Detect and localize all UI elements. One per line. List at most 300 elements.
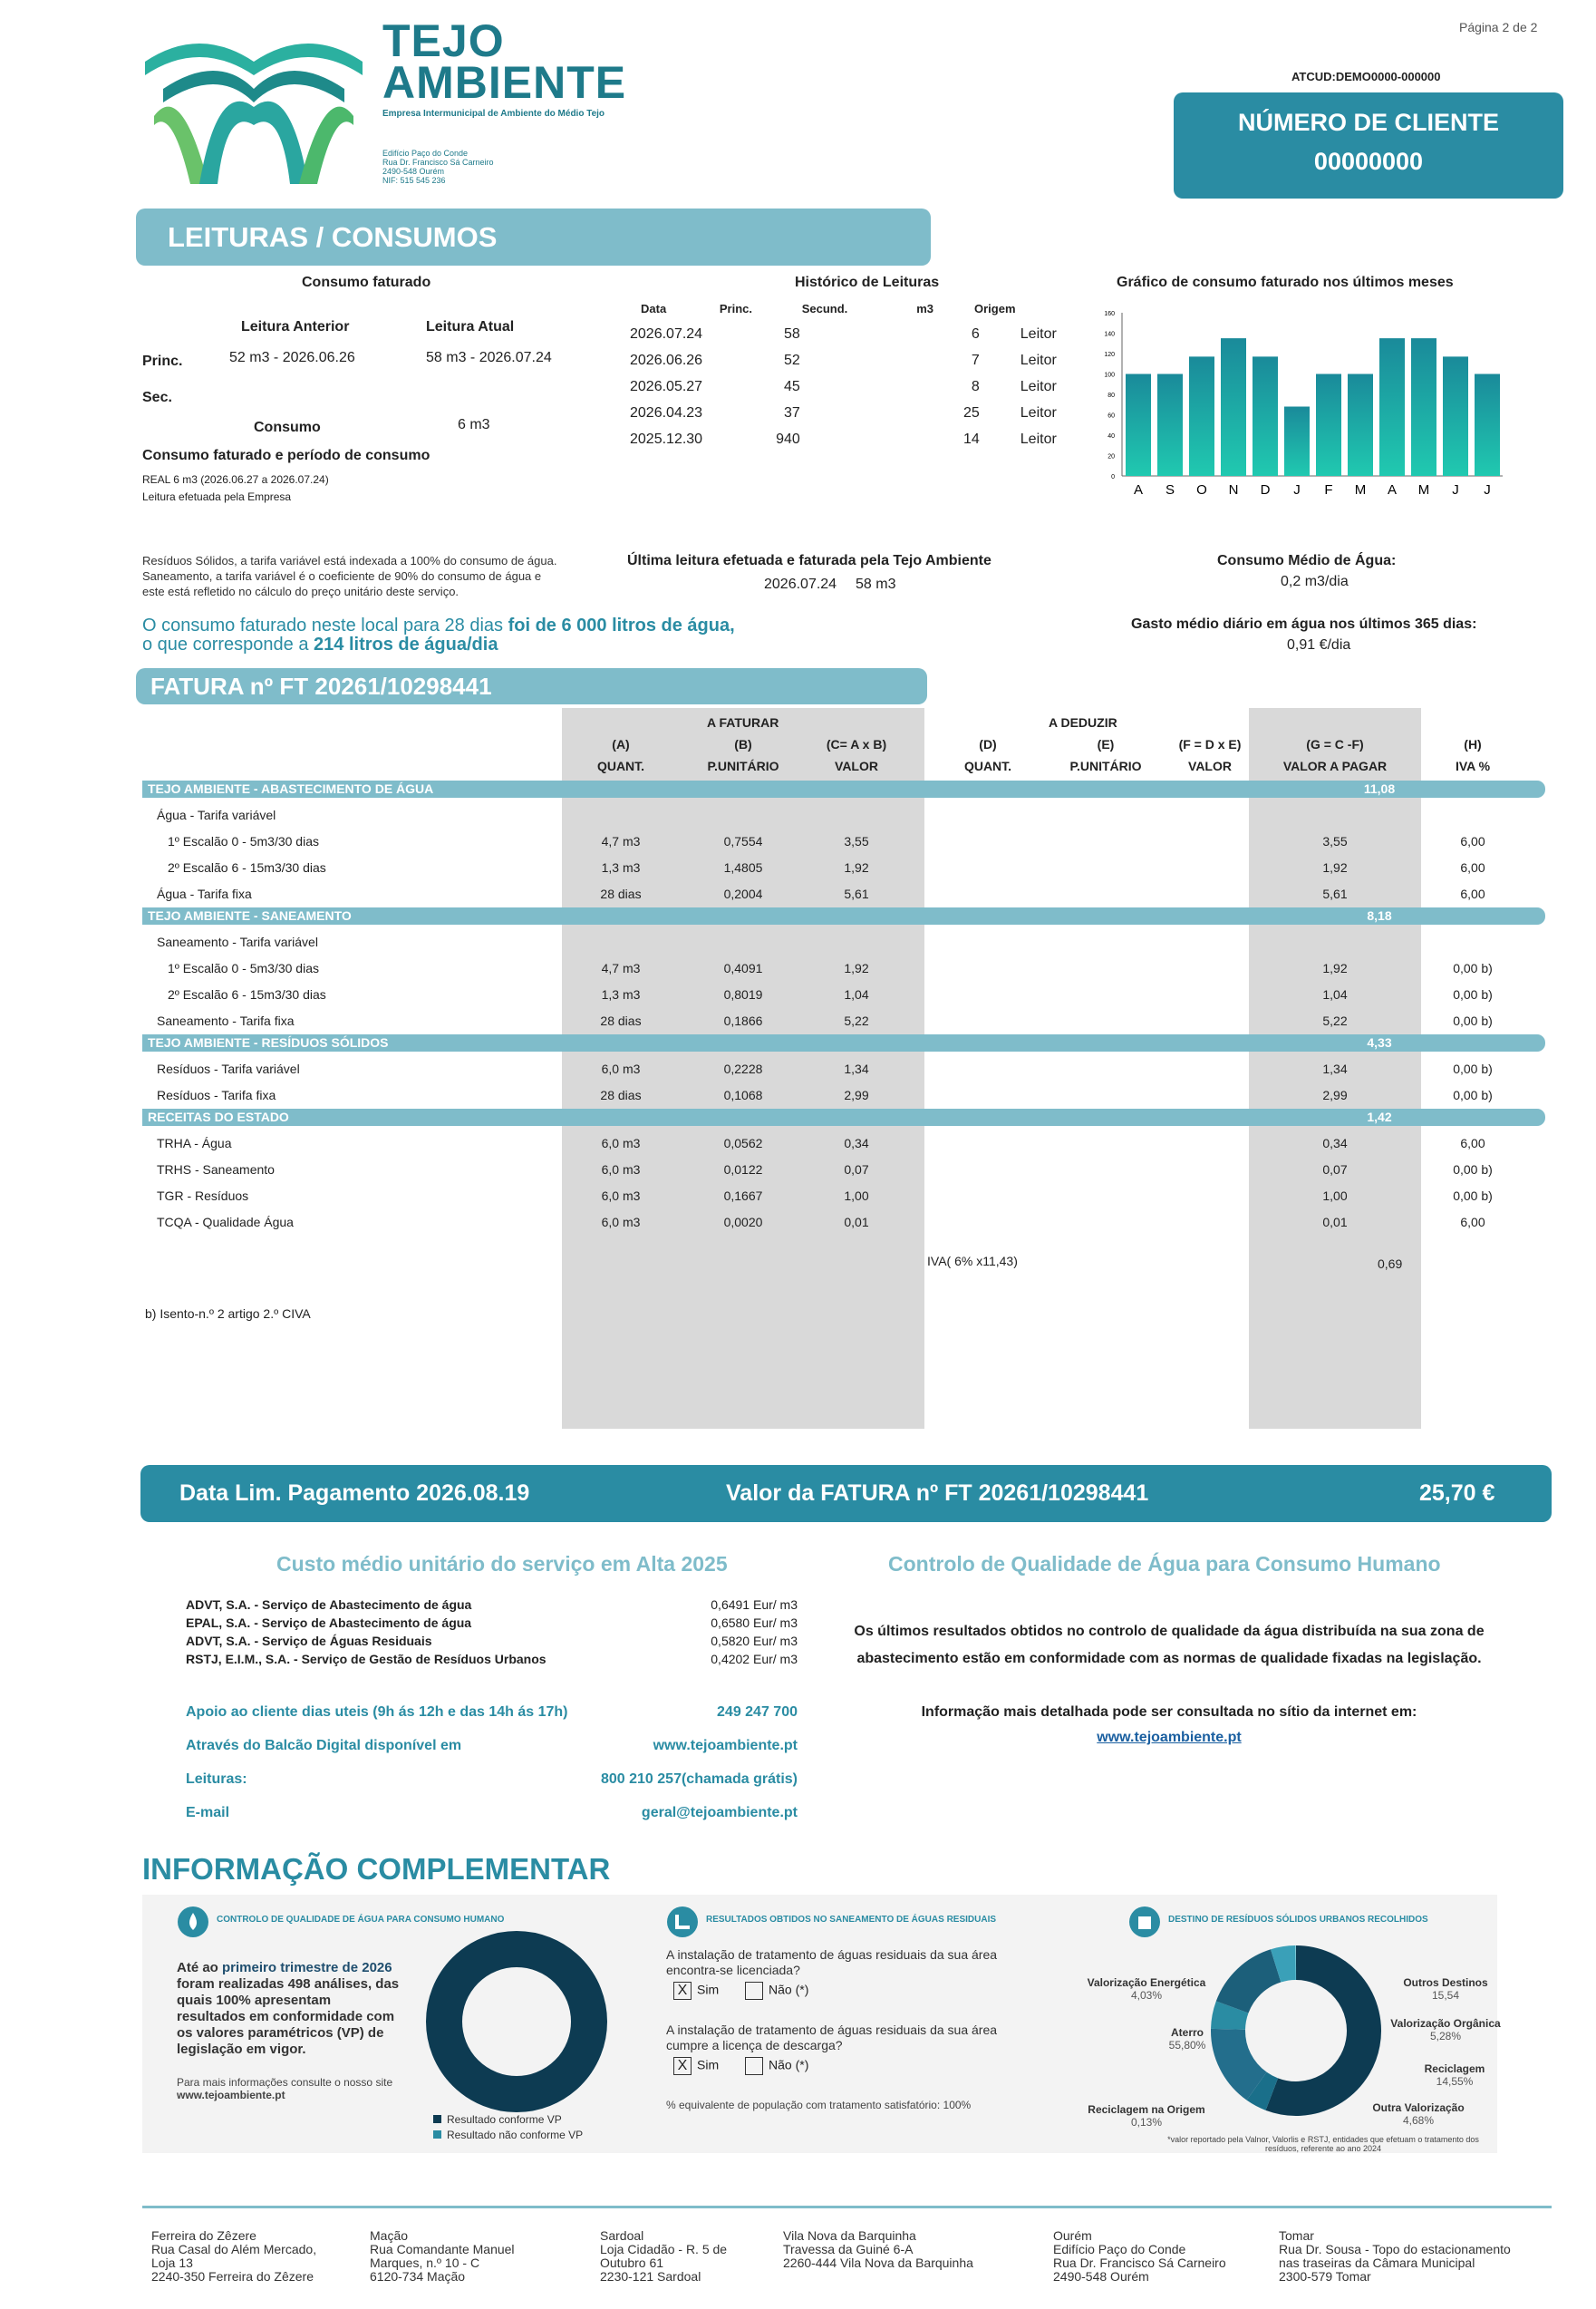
hist-cell: 37 (783, 405, 800, 421)
leitura-atual-label: Leitura Atual (426, 319, 515, 335)
table-cell: 6,00 (1460, 887, 1485, 901)
periodo-note: Leitura efetuada pela Empresa (142, 490, 292, 503)
table-cell: 5,61 (1322, 887, 1348, 901)
hist-row (625, 374, 1079, 400)
custo-value: 0,4202 Eur/ m3 (711, 1652, 798, 1666)
iva-label: IVA( 6% x11,43) (927, 1254, 1018, 1268)
table-cell: 28 dias (600, 1014, 642, 1028)
iva-value: 0,69 (1378, 1256, 1403, 1271)
footer-line: Tomar (1279, 2228, 1314, 2243)
table-cell: 6,0 m3 (601, 1188, 641, 1203)
table-row (0, 1008, 1596, 1034)
table-cell: 28 dias (600, 887, 642, 901)
chart-x-label: N (1228, 482, 1239, 498)
table-cell: 1,92 (1322, 860, 1348, 875)
atcud: ATCUD:DEMO0000-000000 (1291, 70, 1441, 83)
water-quality-panel: CONTROLO DE QUALIDADE DE ÁGUA PARA CONSUMO HUMANO (177, 1906, 630, 1943)
table-row (0, 1056, 1596, 1082)
footer-line: Mação (370, 2228, 409, 2243)
table-cell: 0,0122 (723, 1162, 763, 1177)
email-link[interactable]: geral@tejoambiente.pt (641, 1805, 798, 1820)
chart-bar (1284, 407, 1310, 477)
table-cell: 6,00 (1460, 860, 1485, 875)
custo-value: 0,5820 Eur/ m3 (711, 1634, 798, 1648)
chart-x-label: A (1133, 482, 1144, 498)
table-cell: 0,07 (1322, 1162, 1348, 1177)
table-cell: 4,7 m3 (601, 834, 641, 849)
section-total: 11,08 (1363, 781, 1396, 796)
table-cell: 0,8019 (723, 987, 763, 1002)
chart-bar (1126, 374, 1151, 477)
chart-bar (1379, 338, 1405, 476)
hist-cell: 6 (971, 326, 980, 342)
table-cell: 5,22 (1322, 1014, 1348, 1028)
custo-value: 0,6491 Eur/ m3 (711, 1597, 798, 1612)
chart-y-tick: 80 (1108, 393, 1115, 399)
water-quality-legend: Resultado conforme VP Resultado não conforme VP (433, 2112, 583, 2143)
logo-text-tejo: TEJO (382, 15, 505, 66)
consumo-medio-value: 0,2 m3/dia (1281, 574, 1349, 589)
leitura-anterior-label: Leitura Anterior (241, 319, 350, 335)
residuos-note: *valor reportado pela Valnor, Valorlis e RSTJ, entidades que efetuam o tratamento dos resíduos, referente ao ano 2024 (1167, 2135, 1479, 2153)
historico-title: Histórico de Leituras (795, 275, 940, 290)
table-cell: 1,3 m3 (601, 987, 641, 1002)
saneamento-a2: X Sim Não (*) (673, 2057, 808, 2075)
section-total: 1,42 (1367, 1110, 1392, 1124)
table-cell: 1º Escalão 0 - 5m3/30 dias (168, 834, 319, 849)
residuos-label-value: 5,28% (1429, 2030, 1462, 2042)
hist-header-princ: Princ. (719, 302, 752, 315)
footer-column (783, 2229, 1019, 2270)
table-cell: 0,2004 (723, 887, 763, 901)
table-row (0, 1130, 1596, 1157)
hist-cell: 2026.06.26 (630, 353, 703, 368)
custo-service: EPAL, S.A. - Serviço de Abastecimento de água (186, 1615, 472, 1630)
chart-x-label: O (1196, 482, 1207, 498)
table-cell: 0,00 b) (1453, 1062, 1493, 1076)
table-cell: 0,1866 (723, 1014, 763, 1028)
gasto-medio-value: 0,91 €/dia (1287, 637, 1351, 653)
footer-line: Rua Casal do Além Mercado, (151, 2242, 317, 2256)
consumo-message: O consumo faturado neste local para 28 dias foi de 6 000 litros de água, o que corresponde a 214 litros de água/dia (142, 616, 735, 655)
hist-header-secund: Secund. (801, 302, 848, 315)
residuos-slice (1276, 1963, 1296, 1965)
residuos-label-name: Reciclagem na Origem (1088, 2103, 1205, 2116)
table-row (0, 881, 1596, 907)
table-cell: 5,61 (844, 887, 869, 901)
table-cell: 1,92 (844, 961, 869, 975)
hist-header-origem: Origem (974, 302, 1016, 315)
client-number: 00000000 (1313, 148, 1424, 175)
table-row (0, 829, 1596, 855)
consumo-label: Consumo (254, 420, 321, 435)
custo-service: ADVT, S.A. - Serviço de Abastecimento de água (186, 1597, 472, 1612)
hist-cell: 8 (971, 379, 980, 394)
residuos-label (1378, 1976, 1514, 2002)
table-cell: Água - Tarifa variável (157, 808, 276, 822)
footer-line: Loja Cidadão - R. 5 de (600, 2242, 728, 2256)
table-cell: 1,00 (1322, 1188, 1348, 1203)
chart-bar (1316, 374, 1341, 477)
table-cell: 6,00 (1460, 1215, 1485, 1229)
table-cell: 2º Escalão 6 - 15m3/30 dias (168, 987, 326, 1002)
table-row (0, 956, 1596, 982)
chart-x-label: M (1354, 482, 1367, 498)
table-cell: Água - Tarifa fixa (157, 887, 252, 901)
info-title: INFORMAÇÃO COMPLEMENTAR (142, 1852, 611, 1886)
footer-line: 2230-121 Sardoal (600, 2269, 701, 2284)
footer-line: Outubro 61 (600, 2256, 664, 2270)
table-cell: 0,01 (1322, 1215, 1348, 1229)
footer-line: Edifício Paço do Conde (1053, 2242, 1186, 2256)
table-cell: 6,0 m3 (601, 1162, 641, 1177)
chart-bar (1253, 356, 1278, 476)
saneamento-q2: A instalação de tratamento de águas residuais da sua área cumpre a licença de descarga? (666, 2023, 998, 2052)
section-title: TEJO AMBIENTE - SANEAMENTO (148, 908, 352, 923)
historico-rows (625, 321, 1079, 452)
water-quality-donut (426, 1931, 607, 2112)
table-cell: 6,0 m3 (601, 1062, 641, 1076)
checkbox-sim-2[interactable]: X (673, 2057, 692, 2075)
table-cell: 6,00 (1460, 834, 1485, 849)
princ-label: Princ. (142, 354, 183, 369)
water-drop-icon (177, 1906, 209, 1938)
page-number: Página 2 de 2 (1459, 20, 1538, 34)
section-bar (142, 1109, 1545, 1126)
table-cell: 0,00 b) (1453, 1088, 1493, 1102)
custo-service: RSTJ, E.I.M., S.A. - Serviço de Gestão de Resíduos Urbanos (186, 1652, 547, 1666)
footer-line: Vila Nova da Barquinha (783, 2228, 916, 2243)
table-row (0, 929, 1596, 956)
saneamento-a1: X Sim Não (*) (673, 1982, 808, 2000)
table-cell: 0,07 (844, 1162, 869, 1177)
table-cell: 0,34 (1322, 1136, 1348, 1150)
client-number-box (1174, 92, 1563, 199)
table-row (0, 1082, 1596, 1109)
water-quality-more: Para mais informações consulte o nosso site www.tejoambiente.pt (177, 2076, 393, 2101)
residuos-label-value: 4,68% (1402, 2114, 1435, 2127)
footer-line: 2490-548 Ourém (1053, 2269, 1149, 2284)
custo-row (186, 1632, 798, 1650)
footer-line: Loja 13 (151, 2256, 193, 2270)
table-cell: Saneamento - Tarifa fixa (157, 1014, 295, 1028)
hist-cell: Leitor (1020, 379, 1057, 394)
table-cell: 2,99 (1322, 1088, 1348, 1102)
isento-note: b) Isento-n.º 2 artigo 2.º CIVA (145, 1306, 311, 1321)
table-cell: TGR - Resíduos (157, 1188, 249, 1203)
company-address: Edifício Paço do Conde Rua Dr. Francisco Sá Carneiro 2490-548 Ourém NIF: 515 545 236 (382, 149, 494, 185)
chart-x-label: J (1293, 482, 1301, 498)
footer-line: 6120-734 Mação (370, 2269, 466, 2284)
table-row (0, 1157, 1596, 1183)
table-cell: Resíduos - Tarifa variável (157, 1062, 300, 1076)
residuos-label (1350, 2101, 1486, 2127)
hist-cell: 25 (962, 405, 980, 421)
table-cell: 0,00 b) (1453, 1162, 1493, 1177)
hist-cell: 2026.07.24 (630, 326, 703, 342)
residuos-label (1079, 1976, 1214, 2002)
section-title: TEJO AMBIENTE - ABASTECIMENTO DE ÁGUA (148, 781, 434, 796)
fatura-banner: FATURA nº FT 20261/10298441 (136, 668, 927, 704)
table-cell: 1,92 (1322, 961, 1348, 975)
table-cell: 0,0020 (723, 1215, 763, 1229)
section-title: TEJO AMBIENTE - RESÍDUOS SÓLIDOS (148, 1035, 389, 1050)
residuos-label-name: Valorização Orgânica (1390, 2017, 1501, 2030)
custo-row (186, 1596, 798, 1614)
table-cell: 4,7 m3 (601, 961, 641, 975)
residuos-label-name: Aterro (1170, 2026, 1204, 2039)
princ-anterior: 52 m3 - 2026.06.26 (229, 350, 355, 365)
hist-cell: 45 (783, 379, 800, 394)
custo-row (186, 1650, 798, 1668)
residuos-label (1079, 2103, 1214, 2129)
table-cell: 0,00 b) (1453, 961, 1493, 975)
client-number-label: NÚMERO DE CLIENTE (1237, 109, 1499, 136)
balcao-link[interactable]: www.tejoambiente.pt (653, 1738, 798, 1753)
residuos-label (1378, 2017, 1514, 2042)
hist-cell (827, 374, 917, 400)
table-cell: 1,04 (844, 987, 869, 1002)
hist-cell: 940 (776, 432, 800, 447)
logo (145, 25, 363, 184)
table-cell: 6,0 m3 (601, 1136, 641, 1150)
checkbox-sim-1[interactable]: X (673, 1982, 692, 2000)
custo-value: 0,6580 Eur/ m3 (711, 1615, 798, 1630)
footer-line: Ferreira do Zêzere (151, 2228, 256, 2243)
hist-cell (827, 400, 917, 426)
hist-cell (827, 347, 917, 374)
table-cell: 6,00 (1460, 1136, 1485, 1150)
consumo-faturado-title: Consumo faturado (302, 275, 431, 290)
chart-bar (1475, 374, 1500, 477)
table-cell: 2,99 (844, 1088, 869, 1102)
table-cell: 1,4805 (723, 860, 763, 875)
chart-bar (1189, 356, 1214, 476)
table-cell: 28 dias (600, 1088, 642, 1102)
hist-cell: 58 (783, 326, 800, 342)
chart-bar (1411, 338, 1436, 476)
payment-bar (140, 1465, 1552, 1522)
table-cell: TRHA - Água (157, 1136, 232, 1150)
footer-line: 2240-350 Ferreira do Zêzere (151, 2269, 314, 2284)
table-row (0, 1183, 1596, 1209)
residuos-panel: DESTINO DE RESÍDUOS SÓLIDOS URBANOS RECOLHIDOS (1128, 1906, 1509, 1943)
table-cell: 3,55 (844, 834, 869, 849)
chart-bar (1221, 338, 1246, 476)
table-cell: 5,22 (844, 1014, 869, 1028)
section-total: 8,18 (1367, 908, 1392, 923)
section-total: 4,33 (1367, 1035, 1392, 1050)
ultima-leitura-value: 58 m3 (856, 577, 896, 592)
table-cell: 6,0 m3 (601, 1215, 641, 1229)
chart-x-label: M (1417, 482, 1430, 498)
table-cell: 1,34 (844, 1062, 869, 1076)
logo-subtitle: Empresa Intermunicipal de Ambiente do Médio Tejo (382, 109, 605, 119)
hist-cell: Leitor (1020, 432, 1057, 447)
footer-column (370, 2229, 605, 2284)
gasto-medio-title: Gasto médio diário em água nos últimos 365 dias: (1131, 616, 1477, 632)
table-cell: 0,01 (844, 1215, 869, 1229)
table-cell: 0,7554 (723, 834, 763, 849)
residuos-label-value: 55,80% (1168, 2039, 1206, 2052)
table-cell: 0,00 b) (1453, 987, 1493, 1002)
section-title: RECEITAS DO ESTADO (148, 1110, 289, 1124)
tariff-notes: Resíduos Sólidos, a tarifa variável está indexada a 100% do consumo de água. Saneamento, a tarifa variável é o coeficiente de 90% do consumo de água e este está refletido no cálculo do preço unitário deste serviço. (142, 554, 557, 598)
table-row (0, 1209, 1596, 1236)
table-row (0, 982, 1596, 1008)
chart-x-label: D (1260, 482, 1271, 498)
hist-cell (827, 426, 917, 452)
footer-column (1053, 2229, 1289, 2284)
hist-cell: Leitor (1020, 326, 1057, 342)
footer-line: Rua Dr. Francisco Sá Carneiro (1053, 2256, 1226, 2270)
hist-row (625, 400, 1079, 426)
logo-text-ambiente: AMBIENTE (382, 57, 627, 108)
chart-x-label: F (1324, 482, 1333, 498)
footer-line: Rua Dr. Sousa - Topo do estacionamento (1279, 2242, 1511, 2256)
consumo-medio-title: Consumo Médio de Água: (1217, 553, 1397, 568)
saneamento-panel: RESULTADOS OBTIDOS NO SANEAMENTO DE ÁGUAS RESIDUAIS (666, 1906, 1119, 1943)
hist-cell: 14 (962, 432, 980, 447)
table-cell: 0,0562 (723, 1136, 763, 1150)
water-quality-text: Até ao primeiro trimestre de 2026 foram realizadas 498 análises, das quais 100% apresentam resultados em conformidade com os valores paramétricos (VP) de legislação em vigor. (177, 1960, 400, 2057)
custo-service: ADVT, S.A. - Serviço de Águas Residuais (186, 1634, 432, 1648)
chart-title: Gráfico de consumo faturado nos últimos meses (1117, 275, 1454, 290)
custo-row (186, 1614, 798, 1632)
footer-divider (142, 2206, 1552, 2208)
hist-header-m3: m3 (916, 302, 933, 315)
table-row (0, 802, 1596, 829)
residuos-label-name: Outros Destinos (1403, 1976, 1488, 1989)
hist-cell: 52 (783, 353, 800, 368)
footer-line: 2300-579 Tomar (1279, 2269, 1371, 2284)
table-cell: 1,92 (844, 860, 869, 875)
residuos-label (1387, 2062, 1523, 2088)
footer-line: 2260-444 Vila Nova da Barquinha (783, 2256, 973, 2270)
residuos-label-value: 4,03% (1130, 1989, 1163, 2002)
chart-y-tick: 40 (1108, 433, 1115, 440)
chart-x-label: J (1484, 482, 1491, 498)
hist-header-data: Data (641, 302, 667, 315)
table-cell: 1,00 (844, 1188, 869, 1203)
table-cell: Resíduos - Tarifa fixa (157, 1088, 276, 1102)
hist-cell: Leitor (1020, 405, 1057, 421)
hist-cell: Leitor (1020, 353, 1057, 368)
readings-banner: LEITURAS / CONSUMOS (136, 209, 931, 266)
hist-cell: 7 (971, 353, 980, 368)
table-cell: 0,1068 (723, 1088, 763, 1102)
footer-column (151, 2229, 387, 2284)
table-cell: 1,3 m3 (601, 860, 641, 875)
footer-line: Ourém (1053, 2228, 1092, 2243)
residuos-labels (1079, 1976, 1504, 2129)
checkbox-nao-2[interactable] (745, 2057, 763, 2075)
chart-y-tick: 120 (1104, 352, 1115, 358)
chart-y-tick: 100 (1104, 372, 1115, 379)
chart-y-tick: 140 (1104, 331, 1115, 338)
residuos-label-value: 15,54 (1431, 1989, 1460, 2002)
table-cell: 0,34 (844, 1136, 869, 1150)
table-cell: 0,2228 (723, 1062, 763, 1076)
consumption-chart (1088, 295, 1523, 508)
footer-column (1279, 2229, 1514, 2284)
periodo-label: Consumo faturado e período de consumo (142, 448, 430, 463)
chart-bar (1157, 374, 1183, 477)
payment-invoice-label: Valor da FATURA nº FT 20261/10298441 (726, 1480, 1149, 1506)
saneamento-pct: % equivalente de população com tratamento satisfatório: 100% (666, 2099, 972, 2111)
custo-table (186, 1596, 798, 1668)
table-cell: 0,00 b) (1453, 1188, 1493, 1203)
historico-table (625, 299, 1079, 319)
payment-due-date: Data Lim. Pagamento 2026.08.19 (179, 1480, 530, 1506)
periodo-value: REAL 6 m3 (2026.06.27 a 2026.07.24) (142, 473, 329, 486)
qualidade-title: Controlo de Qualidade de Água para Consumo Humano (888, 1552, 1441, 1576)
section-bar (142, 1034, 1545, 1052)
table-cell: TCQA - Qualidade Água (157, 1215, 294, 1229)
hist-cell (827, 321, 917, 347)
princ-atual: 58 m3 - 2026.07.24 (426, 350, 552, 365)
table-cell: 0,4091 (723, 961, 763, 975)
footer-line: Marques, n.º 10 - C (370, 2256, 480, 2270)
footer-line: nas traseiras da Câmara Municipal (1279, 2256, 1475, 2270)
trash-icon (1128, 1906, 1161, 1938)
footer-line: Travessa da Guiné 6-A (783, 2242, 914, 2256)
qualidade-text: Os últimos resultados obtidos no controlo de qualidade da água distribuída na sua zona de abastecimento estão em conformidade com as normas de qualidade fixadas na legislação. (854, 1624, 1485, 1666)
residuos-label-name: Reciclagem (1424, 2062, 1485, 2075)
logo-icon (145, 25, 363, 184)
chart-bar (1348, 374, 1373, 477)
website-link[interactable]: www.tejoambiente.pt (1097, 1730, 1242, 1745)
saneamento-q1: A instalação de tratamento de águas residuais da sua área encontra-se licenciada? (666, 1947, 998, 1977)
table-cell: 3,55 (1322, 834, 1348, 849)
payment-total: 25,70 € (1419, 1480, 1495, 1506)
ultima-leitura-title: Última leitura efetuada e faturada pela Tejo Ambiente (627, 553, 991, 568)
chart-y-tick: 20 (1108, 453, 1115, 461)
footer-line: Rua Comandante Manuel (370, 2242, 515, 2256)
table-row (0, 855, 1596, 881)
section-bar (142, 907, 1545, 925)
consumo-value: 6 m3 (458, 417, 490, 432)
hist-row (625, 426, 1079, 452)
table-cell: 1,04 (1322, 987, 1348, 1002)
hist-row (625, 321, 1079, 347)
table-cell: 0,1667 (723, 1188, 763, 1203)
checkbox-nao-1[interactable] (745, 1982, 763, 2000)
footer-line: Sardoal (600, 2228, 644, 2243)
qualidade-info: Informação mais detalhada pode ser consultada no sítio da internet em: (921, 1704, 1417, 1720)
table-cell: 0,00 b) (1453, 1014, 1493, 1028)
custo-title: Custo médio unitário do serviço em Alta 2025 (276, 1552, 728, 1576)
chart-x-label: A (1387, 482, 1398, 498)
hist-row (625, 347, 1079, 374)
table-cell: Saneamento - Tarifa variável (157, 935, 318, 949)
ultima-leitura-date: 2026.07.24 (764, 577, 837, 592)
residuos-label-name: Valorização Energética (1087, 1976, 1206, 1989)
chart-bar (1443, 356, 1468, 476)
hist-cell: 2026.04.23 (630, 405, 703, 421)
hist-cell: 2026.05.27 (630, 379, 703, 394)
section-bar (142, 781, 1545, 798)
residuos-label (1119, 2026, 1255, 2052)
residuos-label-name: Outra Valorização (1372, 2101, 1465, 2114)
chart-y-tick: 60 (1108, 412, 1115, 420)
pipe-icon (666, 1906, 699, 1938)
table-cell: TRHS - Saneamento (157, 1162, 275, 1177)
chart-x-label: J (1452, 482, 1459, 498)
sec-label: Sec. (142, 390, 172, 405)
chart-y-tick: 0 (1111, 474, 1115, 480)
table-cell: 1º Escalão 0 - 5m3/30 dias (168, 961, 319, 975)
